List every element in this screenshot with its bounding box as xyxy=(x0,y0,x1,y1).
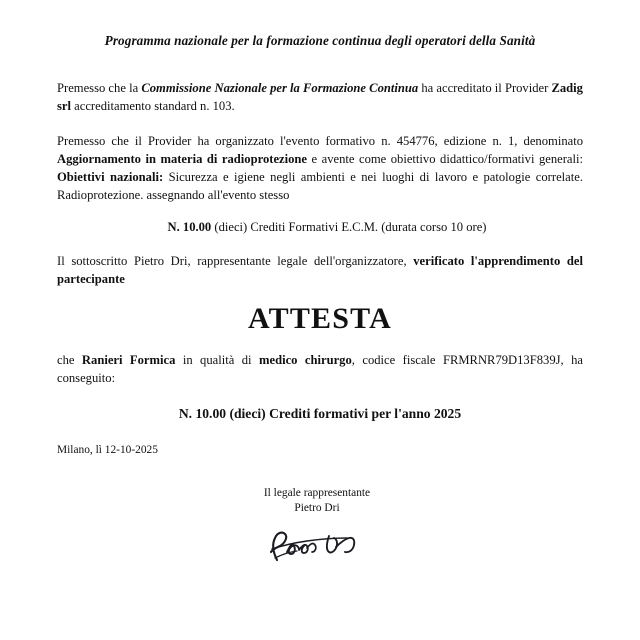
certificate-content xyxy=(57,0,583,571)
paragraph-1-text-1: Premesso che la xyxy=(57,81,142,96)
paragraph-provider-accreditation xyxy=(57,80,583,116)
spacer xyxy=(57,335,583,352)
spacer xyxy=(57,49,583,80)
handwritten-signature-icon xyxy=(57,522,577,571)
spacer xyxy=(57,289,583,302)
event-name: Aggiornamento in materia di radioprotezione xyxy=(57,151,308,166)
spacer xyxy=(57,237,583,253)
place-and-date: Milano, lì 12-10-2025 xyxy=(57,443,158,456)
provider-name: Zadig srl xyxy=(57,81,583,114)
ecm-credits-rest: (dieci) Crediti Formativi E.C.M. (durata corso 10 ore) xyxy=(211,220,487,235)
paragraph-1-text-2: ha accreditato il Provider xyxy=(418,81,552,96)
spacer xyxy=(57,423,583,443)
paragraph-2-text-1: Premesso che il Provider ha organizzato l'evento formativo n. 454776, edizione n. 1, denominato xyxy=(57,133,583,148)
page-title: Programma nazionale per la formazione continua degli operatori della Sanità xyxy=(104,33,536,48)
paragraph-4-text-1: che xyxy=(57,353,82,368)
national-objectives-label: Obiettivi nazionali: xyxy=(57,169,164,184)
attesta-heading: ATTESTA xyxy=(247,302,392,336)
paragraph-legal-representative xyxy=(57,253,583,289)
spacer xyxy=(57,116,583,133)
paragraph-4-text-2: in qualità di xyxy=(175,353,259,368)
paragraph-event-details xyxy=(57,133,583,205)
spacer xyxy=(57,388,583,404)
paragraph-4-text-3: , codice fiscale FRMRNR79D13F839J, ha conseguito: xyxy=(57,353,583,385)
spacer xyxy=(57,459,583,486)
participant-profession: medico chirurgo xyxy=(259,353,352,368)
learning-verified-statement: verificato l'apprendimento del partecipante xyxy=(57,254,583,287)
paragraph-2-text-2: e avente come obiettivo didattico/formativi generali: xyxy=(307,151,584,166)
ecm-credits-line xyxy=(57,219,583,237)
signatory-name: Pietro Dri xyxy=(294,501,340,514)
ecm-credits-amount: N. 10.00 xyxy=(167,220,212,235)
spacer xyxy=(57,204,583,219)
paragraph-3-text-1: Il sottoscritto Pietro Dri, rappresentante legale dell'organizzatore, xyxy=(57,254,414,269)
credits-year-line: N. 10.00 (dieci) Crediti formativi per l'anno 2025 xyxy=(178,405,462,421)
commissione-nazionale-emphasis: Commissione Nazionale per la Formazione Continua xyxy=(141,81,419,96)
paragraph-2-text-3: Sicurezza e igiene negli ambienti e nei luoghi di lavoro e patologie correlate. Radioprotezione. assegnando all'evento stesso xyxy=(57,169,583,202)
signature-block xyxy=(57,486,583,571)
participant-name: Ranieri Formica xyxy=(81,353,176,368)
paragraph-1-text-3: accreditamento standard n. 103. xyxy=(71,99,235,114)
paragraph-participant xyxy=(57,352,583,388)
signatory-role: Il legale rappresentante xyxy=(263,486,371,499)
